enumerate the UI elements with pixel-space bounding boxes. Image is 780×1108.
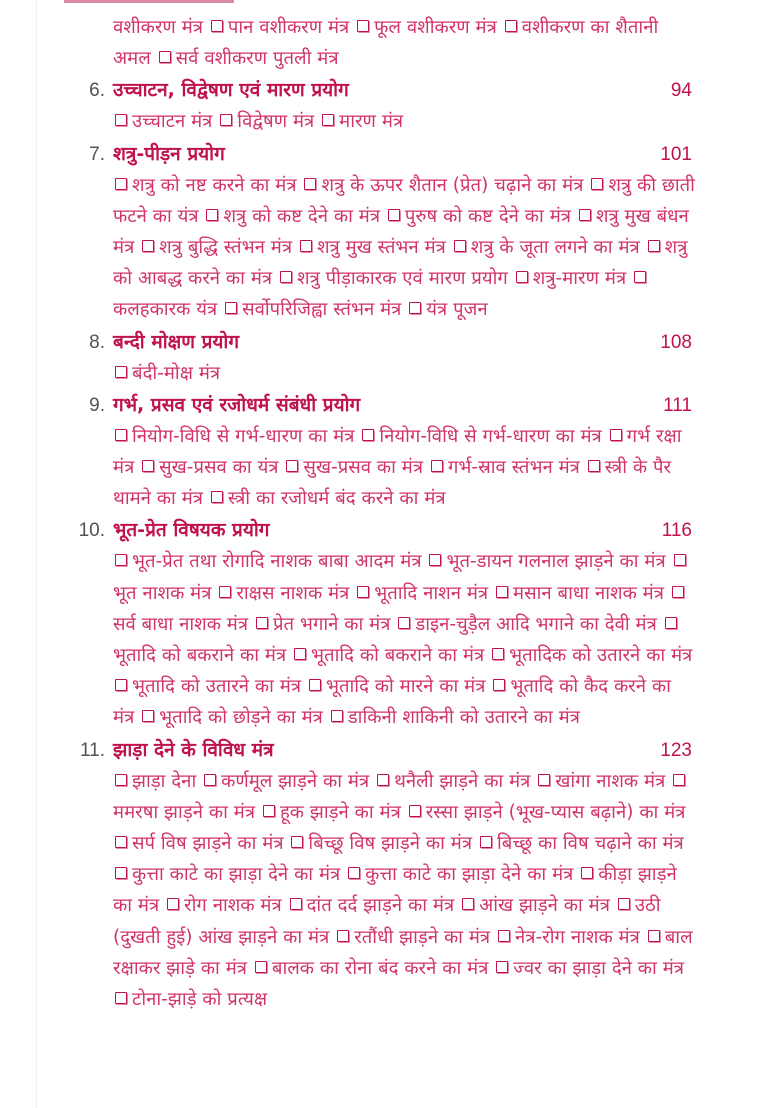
checkbox-bullet-icon — [294, 648, 306, 660]
checkbox-bullet-icon — [280, 271, 292, 283]
toc-item-label: वशीकरण मंत्र — [113, 17, 203, 38]
checkbox-bullet-icon — [388, 209, 400, 221]
toc-item-label: कुत्ता काटे का झाड़ा देने का मंत्र — [365, 864, 574, 886]
toc-item — [261, 802, 401, 823]
toc-item-label: गर्भ-स्राव स्तंभन मंत्र — [447, 457, 580, 479]
toc-item — [113, 551, 422, 572]
section-items — [113, 358, 695, 389]
toc-item-label: कर्णमूल झाड़ने का मंत्र — [221, 770, 370, 792]
toc-item — [355, 583, 488, 604]
toc-item — [288, 895, 455, 916]
checkbox-bullet-icon — [496, 586, 508, 598]
toc-item — [253, 958, 489, 979]
toc-item — [278, 268, 508, 289]
toc-item-label: रतौंधी झाड़ने का मंत्र — [354, 926, 491, 948]
section-page-number: 108 — [660, 331, 692, 353]
toc-item-label: खांगा नाशक मंत्र — [555, 770, 666, 792]
toc-item-label: आंख झाड़ने का मंत्र — [479, 895, 610, 917]
toc-item-label: भूतादिक को उतारने का मंत्र — [509, 645, 693, 667]
checkbox-bullet-icon — [409, 302, 421, 314]
toc-item-label: सर्वोपरिजिह्वा स्तंभन मंत्र — [242, 299, 402, 321]
toc-item — [329, 707, 580, 728]
continuation-items — [113, 12, 695, 74]
toc-item-label: रोग नाशक मंत्र — [184, 895, 282, 917]
checkbox-bullet-icon — [674, 554, 686, 566]
toc-item-label: टोना-झाड़े को प्रत्यक्ष — [132, 989, 268, 1011]
toc-item — [536, 771, 665, 792]
checkbox-bullet-icon — [357, 20, 369, 32]
toc-item-label: शत्रु की छाती फटने का यंत्र — [113, 174, 695, 227]
top-decorative-rule — [64, 0, 234, 3]
toc-item-label: सर्प विष झाड़ने का मंत्र — [132, 833, 284, 855]
checkbox-bullet-icon — [211, 20, 223, 32]
toc-item-label: भूतादि को बकराने का मंत्र — [113, 645, 287, 667]
toc-item-label: कलहकारक यंत्र — [113, 299, 218, 321]
section-heading[interactable] — [0, 138, 780, 170]
toc-item — [289, 833, 472, 854]
checkbox-bullet-icon — [377, 774, 389, 786]
checkbox-bullet-icon — [431, 460, 443, 472]
toc-item — [254, 614, 390, 635]
toc-item-label: नेत्र-रोग नाशक मंत्र — [515, 926, 640, 948]
section-title: शत्रु-पीड़न प्रयोग — [113, 142, 225, 165]
toc-section — [0, 514, 780, 733]
toc-item-label: थनैली झाड़ने का मंत्र — [394, 770, 531, 792]
section-items — [113, 546, 695, 733]
toc-item — [320, 111, 403, 132]
toc-page — [0, 12, 780, 1015]
section-title: उच्चाटन, विद्वेषण एवं मारण प्रयोग — [113, 79, 349, 102]
toc-section — [0, 734, 780, 1016]
checkbox-bullet-icon — [225, 302, 237, 314]
toc-item-label: डाकिनी शाकिनी को उतारने का मंत्र — [347, 707, 580, 729]
toc-item — [140, 457, 278, 478]
toc-section — [0, 389, 780, 515]
section-number: 6. — [89, 80, 105, 102]
checkbox-bullet-icon — [167, 898, 179, 910]
toc-item — [202, 771, 369, 792]
toc-item-label: शत्रु के जूता लगने का मंत्र — [470, 237, 640, 259]
toc-item — [407, 802, 686, 823]
toc-item — [165, 895, 282, 916]
toc-item-label: भूतादि को मारने का मंत्र — [325, 676, 486, 698]
toc-item-label: मारण मंत्र — [339, 111, 404, 133]
toc-item-label: भूत नाशक मंत्र — [113, 582, 212, 604]
toc-item-label: भूत-डायन गलनाल झाड़ने का मंत्र — [446, 551, 666, 573]
checkbox-bullet-icon — [591, 178, 603, 190]
toc-item — [217, 583, 349, 604]
toc-item-label: ममरषा झाड़ने का मंत्र — [113, 801, 256, 823]
section-page-number: 111 — [663, 394, 692, 416]
checkbox-bullet-icon — [454, 240, 466, 252]
checkbox-bullet-icon — [581, 867, 593, 879]
toc-item — [218, 111, 314, 132]
toc-item — [113, 363, 220, 384]
toc-item-label: डाइन-चुड़ैल आदि भगाने का देवी मंत्र — [415, 613, 657, 635]
toc-item-label: विद्वेषण मंत्र — [237, 111, 315, 133]
checkbox-bullet-icon — [618, 898, 630, 910]
toc-item — [113, 175, 297, 196]
checkbox-bullet-icon — [579, 209, 591, 221]
section-page-number: 123 — [660, 739, 692, 761]
toc-item — [113, 111, 212, 132]
toc-item-label: रस्सा झाड़ने (भूख-प्यास बढ़ाने) का मंत्र — [425, 801, 686, 823]
toc-item-label: उच्चाटन मंत्र — [132, 111, 213, 133]
checkbox-bullet-icon — [115, 114, 127, 126]
section-page-number: 94 — [670, 80, 692, 102]
checkbox-bullet-icon — [538, 774, 550, 786]
section-title: बन्दी मोक्षण प्रयोग — [113, 330, 240, 353]
checkbox-bullet-icon — [648, 930, 660, 942]
section-items — [113, 766, 695, 1016]
toc-item — [140, 237, 292, 258]
toc-sections — [0, 74, 780, 1015]
toc-item — [494, 583, 664, 604]
toc-item — [204, 206, 380, 227]
section-items — [113, 106, 695, 137]
toc-item-label: कीड़ा झाड़ने का मंत्र — [113, 864, 677, 917]
checkbox-bullet-icon — [115, 836, 127, 848]
toc-item-label: गर्भ रक्षा मंत्र — [113, 425, 682, 479]
toc-item — [396, 614, 657, 635]
checkbox-bullet-icon — [398, 617, 410, 629]
checkbox-bullet-icon — [309, 679, 321, 691]
toc-item-label: फूल वशीकरण मंत्र — [374, 17, 497, 38]
toc-item — [113, 426, 354, 447]
toc-item-label: यंत्र पूजन — [426, 299, 488, 321]
checkbox-bullet-icon — [255, 961, 267, 973]
toc-item-label: बंदी-मोक्ष मंत्र — [132, 362, 221, 384]
checkbox-bullet-icon — [300, 240, 312, 252]
toc-item-label: भूतादि को कैद करने का मंत्र — [113, 676, 671, 729]
toc-item-label: नियोग-विधि से गर्भ-धारण का मंत्र — [379, 425, 602, 447]
checkbox-bullet-icon — [115, 429, 127, 441]
toc-item-label: सर्व बाधा नाशक मंत्र — [113, 613, 249, 635]
toc-item-label: पान वशीकरण मंत्र — [227, 17, 350, 38]
toc-item-label: बाल रक्षाकर झाड़े का मंत्र — [113, 926, 693, 979]
toc-item-label: सर्व वशीकरण पुतली मंत्र — [175, 48, 339, 70]
toc-item — [113, 833, 284, 854]
section-items — [113, 421, 695, 515]
toc-item — [407, 299, 487, 320]
section-page-number: 116 — [661, 520, 692, 542]
toc-item-label: झाड़ा देना — [132, 770, 197, 792]
section-heading[interactable] — [0, 514, 780, 546]
toc-item — [157, 48, 339, 69]
toc-item-label: भूतादि को उतारने का मंत्र — [132, 676, 302, 698]
checkbox-bullet-icon — [142, 710, 154, 722]
toc-item-label: शत्रु को नष्ट करने का मंत्र — [132, 174, 297, 196]
toc-item-label: पुरुष को कष्ट देने का मंत्र — [404, 205, 571, 227]
checkbox-bullet-icon — [115, 992, 127, 1004]
checkbox-bullet-icon — [331, 710, 343, 722]
checkbox-bullet-icon — [634, 271, 646, 283]
toc-item — [113, 676, 301, 697]
toc-item-label: नियोग-विधि से गर्भ-धारण का मंत्र — [132, 425, 355, 447]
section-heading[interactable] — [0, 326, 780, 358]
toc-item — [478, 833, 684, 854]
toc-item-label: शत्रु बुद्धि स्तंभन मंत्र — [159, 237, 293, 259]
toc-item-label: ज्वर का झाड़ा देने का मंत्र — [513, 957, 684, 979]
toc-item — [514, 268, 626, 289]
toc-item — [113, 771, 196, 792]
toc-item-label: सुख-प्रसव का मंत्र — [303, 457, 424, 479]
section-title: गर्भ, प्रसव एवं रजोधर्म संबंधी प्रयोग — [113, 393, 361, 416]
toc-item-label: हूक झाड़ने का मंत्र — [279, 801, 401, 823]
checkbox-bullet-icon — [291, 836, 303, 848]
checkbox-bullet-icon — [409, 805, 421, 817]
toc-item — [209, 17, 349, 38]
section-heading[interactable] — [0, 74, 780, 106]
checkbox-bullet-icon — [322, 114, 334, 126]
section-title: झाड़ा देने के विविध मंत्र — [113, 738, 274, 761]
toc-item — [452, 237, 640, 258]
checkbox-bullet-icon — [496, 961, 508, 973]
checkbox-bullet-icon — [480, 836, 492, 848]
checkbox-bullet-icon — [290, 898, 302, 910]
toc-item-label: भूतादि नाशन मंत्र — [374, 582, 489, 604]
checkbox-bullet-icon — [648, 240, 660, 252]
section-number: 9. — [89, 394, 105, 416]
toc-item-label: भूतादि को बकराने का मंत्र — [311, 645, 485, 667]
checkbox-bullet-icon — [493, 679, 505, 691]
toc-item-label: शत्रु-मारण मंत्र — [532, 268, 627, 290]
toc-item — [360, 426, 601, 447]
toc-item-label: दांत दर्द झाड़ने का मंत्र — [306, 895, 455, 917]
toc-item-label: शत्रु को आबद्ध करने का मंत्र — [113, 237, 688, 290]
checkbox-bullet-icon — [219, 586, 231, 598]
toc-section — [0, 74, 780, 137]
checkbox-bullet-icon — [159, 51, 171, 63]
checkbox-bullet-icon — [505, 20, 517, 32]
toc-section — [0, 326, 780, 389]
checkbox-bullet-icon — [610, 429, 622, 441]
toc-item-label: शत्रु के ऊपर शैतान (प्रेत) चढ़ाने का मंत्र — [321, 174, 584, 196]
checkbox-bullet-icon — [673, 774, 685, 786]
toc-item — [386, 206, 571, 227]
toc-item — [335, 927, 490, 948]
checkbox-bullet-icon — [492, 648, 504, 660]
section-items — [113, 170, 695, 326]
toc-item-label: भूतादि को छोड़ने का मंत्र — [159, 707, 323, 729]
section-number: 8. — [89, 331, 105, 353]
toc-item — [427, 551, 665, 572]
checkbox-bullet-icon — [304, 178, 316, 190]
toc-item-label: शत्रु को कष्ट देने का मंत्र — [223, 205, 381, 227]
toc-item — [429, 457, 580, 478]
toc-item-label: शत्रु पीड़ाकारक एवं मारण प्रयोग — [296, 268, 508, 290]
checkbox-bullet-icon — [115, 679, 127, 691]
toc-item-label: वशीकरण का शैतानी अमल — [113, 17, 659, 70]
checkbox-bullet-icon — [362, 429, 374, 441]
toc-item — [292, 645, 484, 666]
checkbox-bullet-icon — [588, 460, 600, 472]
checkbox-bullet-icon — [672, 586, 684, 598]
checkbox-bullet-icon — [357, 586, 369, 598]
toc-item — [460, 895, 610, 916]
toc-item — [113, 864, 340, 885]
checkbox-bullet-icon — [204, 774, 216, 786]
toc-item-label: स्त्री के पैर थामने का मंत्र — [113, 457, 672, 510]
checkbox-bullet-icon — [115, 554, 127, 566]
toc-item — [346, 864, 573, 885]
toc-item-label: शत्रु मुख बंधन मंत्र — [113, 205, 689, 259]
checkbox-bullet-icon — [115, 178, 127, 190]
checkbox-bullet-icon — [462, 898, 474, 910]
toc-item-label: प्रेत भगाने का मंत्र — [272, 613, 391, 635]
section-heading[interactable] — [0, 734, 780, 766]
toc-item — [302, 175, 583, 196]
toc-item — [355, 17, 497, 38]
toc-item-label: बिच्छू विष झाड़ने का मंत्र — [308, 833, 473, 855]
toc-item — [284, 457, 423, 478]
toc-item-label: बिच्छू का विष चढ़ाने का मंत्र — [496, 833, 684, 855]
checkbox-bullet-icon — [115, 366, 127, 378]
toc-item — [223, 299, 401, 320]
toc-item — [496, 927, 640, 948]
toc-item-label: भूत-प्रेत तथा रोगादि नाशक बाबा आदम मंत्र — [132, 551, 422, 573]
section-number: 10. — [78, 520, 105, 542]
checkbox-bullet-icon — [206, 209, 218, 221]
toc-item-label: मसान बाधा नाशक मंत्र — [513, 582, 664, 604]
toc-item-label: सुख-प्रसव का यंत्र — [159, 457, 279, 479]
toc-item-label: बालक का रोना बंद करने का मंत्र — [271, 957, 489, 979]
checkbox-bullet-icon — [220, 114, 232, 126]
checkbox-bullet-icon — [115, 774, 127, 786]
section-number: 7. — [89, 143, 105, 165]
toc-item — [490, 645, 692, 666]
checkbox-bullet-icon — [142, 460, 154, 472]
checkbox-bullet-icon — [211, 491, 223, 503]
toc-item-label: राक्षस नाशक मंत्र — [236, 582, 350, 604]
toc-item-label: स्त्री का रजोधर्म बंद करने का मंत्र — [227, 488, 446, 510]
checkbox-bullet-icon — [263, 805, 275, 817]
checkbox-bullet-icon — [142, 240, 154, 252]
toc-item — [113, 989, 267, 1010]
toc-item-label: उठी (दुखती हुई) आंख झाड़ने का मंत्र — [113, 895, 661, 948]
checkbox-bullet-icon — [348, 867, 360, 879]
toc-section — [0, 138, 780, 326]
toc-item — [209, 488, 446, 509]
toc-item — [113, 17, 203, 38]
toc-item — [494, 958, 684, 979]
section-page-number: 101 — [660, 143, 692, 165]
section-number: 11. — [79, 739, 105, 761]
toc-item — [307, 676, 485, 697]
checkbox-bullet-icon — [286, 460, 298, 472]
checkbox-bullet-icon — [516, 271, 528, 283]
toc-item-label: शत्रु मुख स्तंभन मंत्र — [316, 237, 446, 259]
checkbox-bullet-icon — [115, 867, 127, 879]
checkbox-bullet-icon — [429, 554, 441, 566]
toc-item — [298, 237, 446, 258]
toc-item-label: कुत्ता काटे का झाड़ा देने का मंत्र — [132, 864, 341, 886]
checkbox-bullet-icon — [256, 617, 268, 629]
toc-item — [140, 707, 323, 728]
toc-item — [375, 771, 530, 792]
section-title: भूत-प्रेत विषयक प्रयोग — [113, 519, 270, 542]
checkbox-bullet-icon — [665, 617, 677, 629]
section-heading[interactable] — [0, 389, 780, 421]
checkbox-bullet-icon — [337, 930, 349, 942]
checkbox-bullet-icon — [498, 930, 510, 942]
